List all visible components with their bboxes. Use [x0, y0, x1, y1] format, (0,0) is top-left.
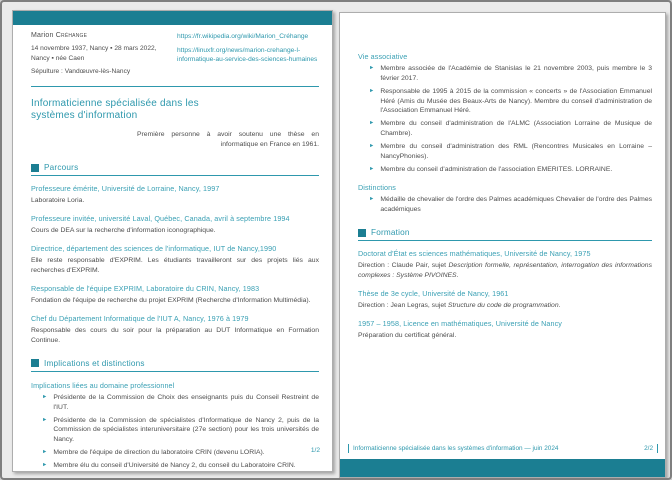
entry-title: Directrice, département des sciences de l'informatique, IUT de Nancy,1990 — [31, 243, 277, 253]
parcours-entry — [31, 314, 319, 346]
entry-desc: Fondation de l'équipe de recherche du projet EXPRIM (Recherche d'Information Multimédia). — [31, 296, 311, 304]
formation-entry — [358, 319, 652, 341]
page1-content — [31, 11, 319, 471]
list-item-text: Membre de l'équipe de direction du laboratoire CRIN (devenu LORIA). — [53, 449, 265, 457]
parcours-entry — [31, 284, 319, 306]
bullet-arrow-icon: ► — [42, 393, 48, 400]
page-1 — [12, 10, 333, 472]
footer-bar-icon — [657, 444, 658, 453]
parcours-entry — [31, 184, 319, 206]
entry-desc: Laboratoire Loria. — [31, 196, 85, 204]
header-divider — [31, 86, 319, 87]
list-item — [31, 416, 319, 446]
section-marker-icon — [31, 359, 39, 367]
bullet-arrow-icon: ► — [369, 120, 375, 127]
list-item-text: Membre du conseil d'administration des RML (Rencontres Musicales en Lorraine – NancyPhonies). — [380, 142, 652, 160]
list-item-text: Présidente de la Commission de spécialistes d'Informatique de Nancy 2, puis de la Commission de spécialistes interuniversitaire (27e section) pour les trois universités de Nancy. — [53, 416, 319, 444]
section-marker-icon — [358, 229, 366, 237]
entry-title: 1957 – 1958, Licence en mathématiques, Université de Nancy — [358, 319, 562, 329]
entry-desc: Direction : Claude Pair, sujet Description formelle, représentation, interrogation des informations complexes : Système PIVOINES. — [358, 261, 652, 280]
bullet-arrow-icon: ► — [42, 449, 48, 456]
formation-entry — [358, 249, 652, 281]
entry-title: Professeure émérite, Université de Lorraine, Nancy, 1997 — [31, 184, 220, 194]
bullet-arrow-icon: ► — [42, 461, 48, 468]
page-number: 2/2 — [644, 445, 653, 452]
section-heading-formation — [358, 228, 652, 241]
entry-desc: Direction : Jean Legras, sujet Structure du code de programmation. — [358, 301, 561, 309]
bullet-arrow-icon: ► — [369, 65, 375, 71]
intro-text: Première personne à avoir soutenu une thèse en informatique en France en 1961. — [137, 130, 319, 148]
burial-line: Sépulture : Vandœuvre-lès-Nancy — [31, 68, 131, 76]
list-item-text: Membre associée de l'Académie de Stanislas le 21 novembre 2003, puis membre le 3 février 2017. — [380, 65, 652, 82]
header-block — [31, 32, 319, 81]
bullet-arrow-icon: ► — [369, 165, 375, 172]
section-label: Implications et distinctions — [44, 358, 145, 368]
identity-column — [31, 32, 163, 81]
bullet-arrow-icon: ► — [369, 142, 375, 149]
section-marker-icon — [31, 164, 39, 172]
entry-desc: Responsable des cours du soir pour la préparation au DUT Informatique en Formation Continue. — [31, 326, 319, 344]
page2-footer — [348, 444, 658, 453]
person-first-name: Marion — [31, 32, 54, 39]
list-item — [358, 142, 652, 162]
list-item — [358, 165, 652, 175]
person-name — [31, 32, 163, 39]
list-item-text: Médaille de chevalier de l'ordre des Palmes académiques Chevalier de l'ordre des Palmes académiques — [380, 196, 652, 214]
entry-desc: Cours de DEA sur la recherche d'information iconographique. — [31, 226, 216, 234]
page2-content — [358, 52, 652, 341]
footer-bar-icon — [348, 444, 349, 453]
entry-title: Doctorat d'État es sciences mathématiques, Université de Nancy, 1975 — [358, 249, 591, 259]
person-last-name: Créhange — [55, 32, 88, 39]
formation-entry — [358, 289, 652, 311]
list-item-text: Responsable de 1995 à 2015 de la commission « concerts » de l'Association Emmanuel Héré (Amis du Musée des Beaux-Arts de Nancy). Membre du conseil d'administration de l'Association Emmanuel Héré. — [380, 87, 652, 115]
parcours-entry — [31, 244, 319, 276]
list-item — [31, 393, 319, 413]
list-item-text: Membre du conseil d'administration de l'association EMERITES. LORRAINE. — [380, 165, 613, 173]
subsection-heading: Distinctions — [358, 183, 396, 193]
entry-desc: Préparation du certificat général. — [358, 331, 457, 339]
entry-title: Thèse de 3e cycle, Université de Nancy, 1961 — [358, 289, 509, 299]
list-item — [358, 195, 652, 215]
list-item-text: Présidente de la Commission de Choix des enseignants puis du Conseil Restreint de l'IUT. — [53, 393, 319, 411]
bullet-arrow-icon: ► — [42, 416, 48, 423]
footer-pagenum-group — [644, 444, 658, 453]
list-item-text: Membre élu du conseil d'Université de Nancy 2, du conseil du Laboratoire CRIN. — [53, 461, 296, 469]
bullet-arrow-icon: ► — [369, 196, 375, 203]
entry-title: Professeure invitée, université Laval, Québec, Canada, avril à septembre 1994 — [31, 213, 290, 223]
links-column — [177, 32, 319, 81]
page-2 — [339, 12, 666, 478]
page2-bottom-band — [340, 459, 665, 477]
section-heading-parcours — [31, 163, 319, 176]
subsection-heading: Vie associative — [358, 52, 408, 61]
list-item — [31, 448, 319, 458]
list-item — [358, 119, 652, 139]
list-item — [358, 87, 652, 117]
entry-title: Chef du Département Informatique de l'IUT A, Nancy, 1976 à 1979 — [31, 313, 249, 323]
list-item — [31, 461, 319, 471]
bullet-arrow-icon: ► — [369, 87, 375, 94]
footer-title: Informaticienne spécialisée dans les systèmes d'information — juin 2024 — [353, 445, 559, 452]
section-heading-implications — [31, 359, 319, 372]
linuxfr-link[interactable]: https://linuxfr.org/news/marion-crehange-l-informatique-au-service-des-sciences-humaines — [177, 46, 318, 64]
birth-death-line: 14 novembre 1937, Nancy ▪ 28 mars 2022, Nancy ▪ née Caen — [31, 45, 157, 62]
section-label: Parcours — [44, 163, 79, 173]
section-label: Formation — [371, 228, 410, 238]
page-number: 1/2 — [310, 447, 320, 454]
parcours-entry — [31, 214, 319, 236]
wikipedia-link[interactable]: https://fr.wikipedia.org/wiki/Marion_Créhange — [177, 33, 309, 40]
entry-desc: Elle reste responsable d'EXPRIM. Les étudiants travailleront sur des projets liés aux recherches d'EXPRIM. — [31, 256, 319, 274]
footer-title-group — [348, 444, 558, 453]
entry-title: Responsable de l'équipe EXPRIM, Laboratoire du CRIN, Nancy, 1983 — [31, 283, 260, 293]
list-item-text: Membre du conseil d'administration de l'ALMC (Association Lorraine de Musique de Chambre). — [380, 120, 652, 138]
subsection-heading: Implications liées au domaine professionnel — [31, 380, 175, 390]
page-title: Informaticienne spécialisée dans les systèmes d'information — [31, 97, 199, 122]
list-item — [358, 64, 652, 84]
